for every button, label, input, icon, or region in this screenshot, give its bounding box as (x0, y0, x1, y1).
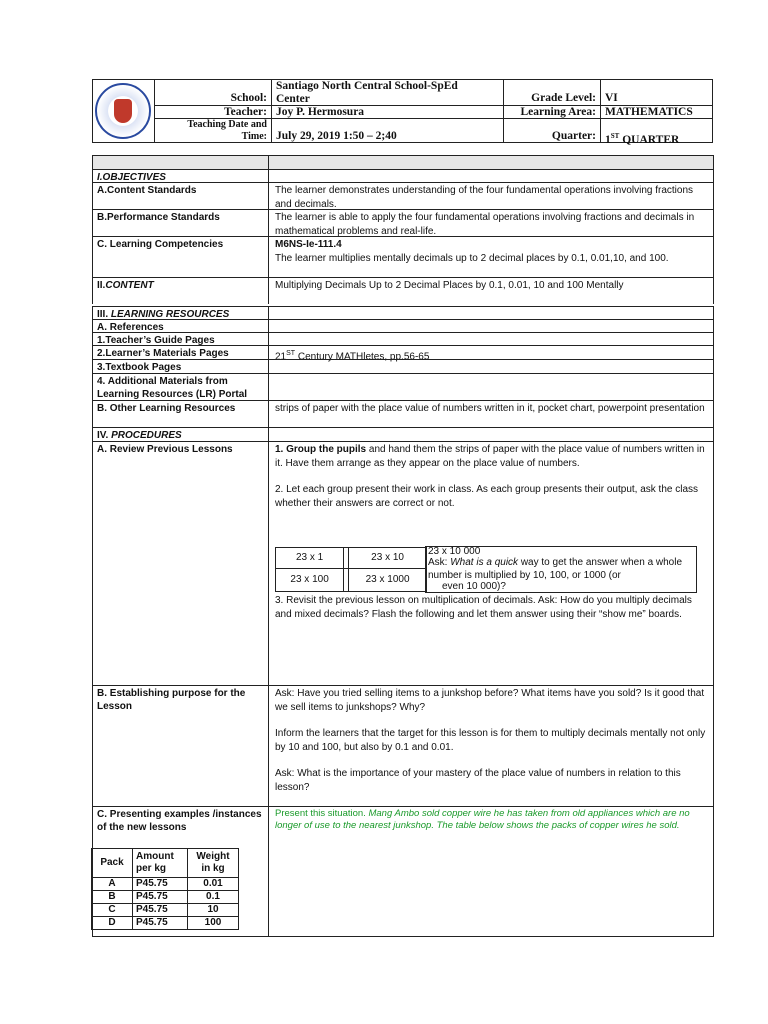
performance-standards-row (92, 209, 714, 236)
other-resources-label: B. Other Learning Resources (93, 401, 269, 427)
performance-standards-label: B.Performance Standards (93, 210, 269, 236)
review-row (92, 441, 714, 685)
purpose-text: Ask: Have you tried selling items to a junkshop before? What items have you sold? Is it good that we sell items to junkshops? Why? Inform the learners that the target for this lesson is for them to multiply decimals mentally not only by 10 and 100, but also by 0.1 and 0.01. Ask: What is the importance of your mastery of the place value of numbers in relation to this lesson? (275, 688, 706, 793)
references-row (92, 319, 714, 332)
content-standards-row (92, 182, 714, 209)
grade-label: Grade Level: (503, 79, 600, 105)
lesson-plan-table (92, 155, 714, 937)
lm-pages-label: 2.Learner’s Materials Pages (93, 346, 269, 359)
table-row: B P45.75 0.1 (92, 891, 239, 904)
lm-pages-text: 21ST Century MATHletes, pp.56-65 (275, 350, 430, 363)
additional-materials-row (92, 373, 714, 400)
resources-row (92, 306, 714, 319)
content-standards-text: The learner demonstrates understanding of the four fundamental operations involving fractions and decimals. (275, 185, 694, 210)
school-label: School: (154, 79, 271, 105)
objectives-row (92, 169, 714, 182)
tg-pages-row (92, 332, 714, 345)
quarter-label: Quarter: (503, 118, 600, 143)
procedures-row (92, 427, 714, 441)
purpose-row (92, 685, 714, 806)
area-value: MATHEMATICS (600, 105, 713, 118)
school-value: Santiago North Central School-SpEd Center (271, 79, 503, 105)
competencies-text: M6NS-Ie-111.4 The learner multiplies mentally decimals up to 2 decimal places by 0.1, 0.01,10, and 100. (275, 239, 669, 264)
procedures-heading: IV. PROCEDURES (93, 428, 269, 441)
grade-value: VI (600, 79, 713, 105)
purpose-label: B. Establishing purpose for the Lesson (93, 686, 269, 806)
amount-header: Amount per kg (133, 849, 188, 878)
additional-materials-label: 4. Additional Materials from Learning Resources (LR) Portal (93, 374, 269, 400)
performance-standards-text: The learner is able to apply the four fundamental operations involving fractions and decimals in mathematical problems and real-life. (275, 212, 695, 237)
lm-pages-row (92, 345, 714, 363)
presenting-text: Present this situation. Mang Ambo sold copper wire he has taken from old appliances which are no longer of use to the nearest junkshop. The table below shows the packs of copper wires he sold. (275, 808, 690, 831)
table-header-row (92, 155, 714, 169)
resources-heading: III. LEARNING RESOURCES (93, 307, 269, 319)
objectives-heading: I.OBJECTIVES (93, 170, 269, 182)
competencies-row (92, 236, 714, 277)
date-value: July 29, 2019 1:50 – 2;40 (271, 118, 503, 143)
content-standards-label: A.Content Standards (93, 183, 269, 209)
pack-header: Pack (92, 849, 133, 878)
review-label: A. Review Previous Lessons (93, 442, 269, 685)
presenting-label: C. Presenting examples /instances of the new lessons (93, 807, 269, 936)
review-text: 1. Group the pupils and hand them the strips of paper with the place value of numbers written in it. Have them arrange as they appear on the place value of numbers. 2. Let each group present their work in class. As each group presents their output, ask the class whether their answers are correct or not. 23 x 1 23 x 10 23 x 100 23 x 1000 23 x 10 000 Ask: What is a quick way to get the answer when a whole number is multiplied by 10, 100, or 1000 (or even 10 000)? 3. Revisit the previous lesson on multiplication of decimals. Ask: How do you multiply decimals and mixed decimals? Flash the following and let them answer using their “show me” boards. (269, 442, 713, 685)
quarter-value: 1ST QUARTER (600, 118, 713, 143)
content-label: II.CONTENT (93, 278, 269, 304)
header-table (92, 79, 713, 146)
tb-pages-label: 3.Textbook Pages (93, 360, 269, 373)
content-text: Multiplying Decimals Up to 2 Decimal Places by 0.1, 0.01, 10 and 100 Mentally (275, 280, 624, 291)
table-row: A P45.75 0.01 (92, 878, 239, 891)
table-row: D P45.75 100 (92, 917, 239, 930)
other-resources-text: strips of paper with the place value of numbers written in it, pocket chart, powerpoint presentation (275, 403, 705, 414)
area-label: Learning Area: (503, 105, 600, 118)
teacher-label: Teacher: (154, 105, 271, 118)
pack-table (91, 848, 239, 930)
content-row (92, 277, 714, 304)
date-label: Teaching Date and Time: (154, 118, 271, 143)
tb-pages-row (92, 359, 714, 373)
other-resources-row (92, 400, 714, 427)
weight-header: Weight in kg (188, 849, 239, 878)
multiplication-grid: 23 x 1 23 x 10 23 x 100 23 x 1000 23 x 10 000 Ask: What is a quick way to get the answer when a whole number is multiplied by 10, 100, or 1000 (or even 10 000)? (275, 546, 715, 592)
references-label: A. References (93, 320, 269, 332)
competencies-label: C. Learning Competencies (93, 237, 269, 277)
tg-pages-label: 1.Teacher’s Guide Pages (93, 333, 269, 345)
table-row: C P45.75 10 (92, 904, 239, 917)
grid-side-note: 23 x 10 000 Ask: What is a quick way to get the answer when a whole number is multiplied by 10, 100, or 1000 (or even 10 000)? (425, 546, 697, 593)
teacher-value: Joy P. Hermosura (271, 105, 503, 118)
